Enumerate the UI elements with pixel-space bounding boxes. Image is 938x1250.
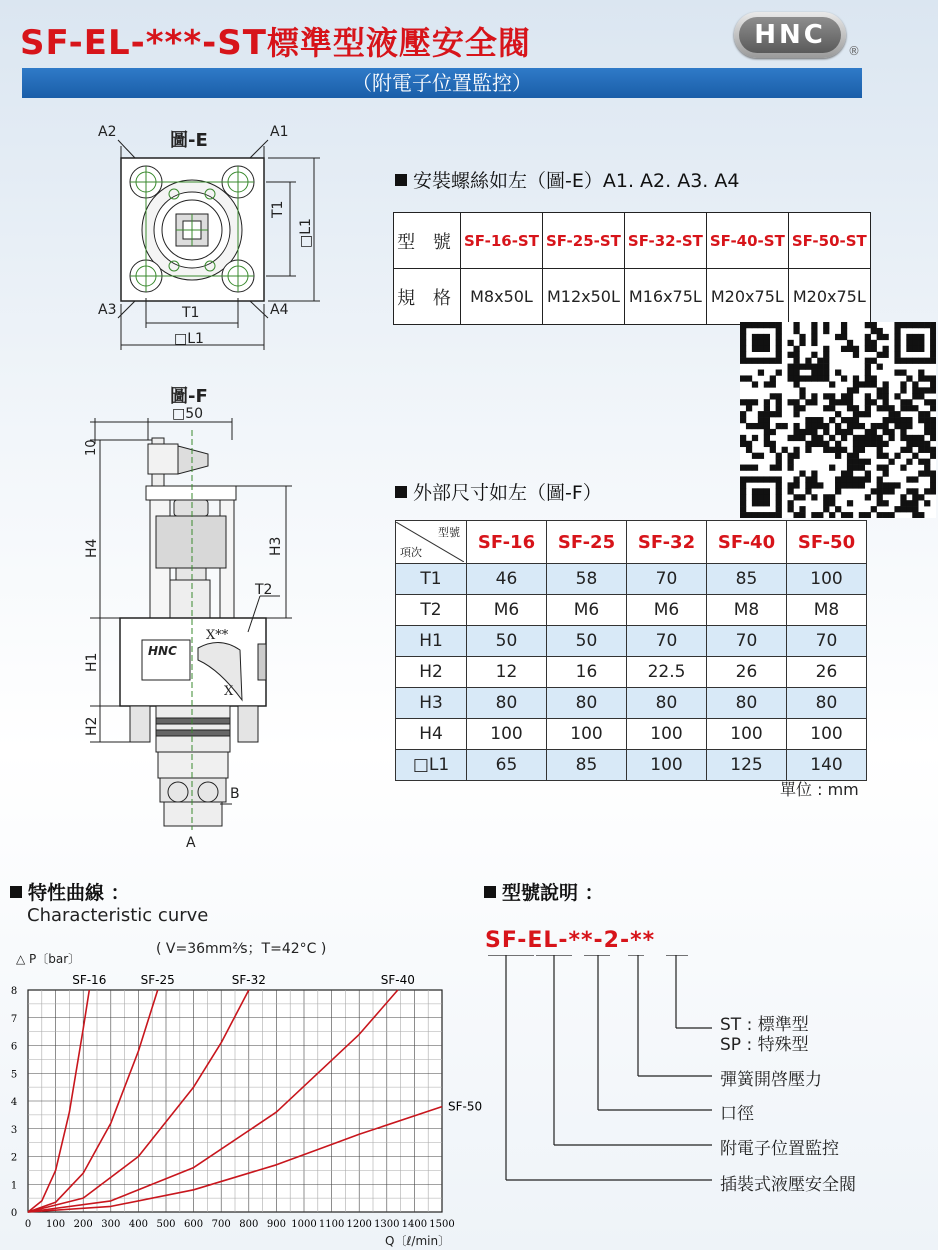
value-cell: 80 [787, 688, 867, 719]
unit-label: 單位 : mm [780, 780, 859, 799]
label-sq50: □50 [172, 406, 204, 422]
corner-top-label: 型號 [438, 526, 460, 539]
logo-text: HNC [739, 17, 841, 53]
value-cell: 70 [707, 626, 787, 657]
value-cell: 100 [467, 719, 547, 750]
spec-cell: M16x75L [624, 269, 706, 325]
value-cell: 26 [787, 657, 867, 688]
table-row [394, 213, 871, 269]
y-tick-label: 8 [10, 986, 18, 997]
label-t1-side: T1 [270, 200, 286, 218]
model-desc-spring: 彈簧開啓壓力 [720, 1070, 822, 1090]
figure-f-title: 圖-F [170, 386, 208, 407]
label-a2: A2 [98, 124, 117, 140]
value-cell: M6 [627, 595, 707, 626]
model-desc-st: ST : 標準型 [720, 1015, 809, 1035]
y-tick-label: 0 [10, 1208, 18, 1219]
row-label: 規 格 [394, 269, 461, 325]
table-header-row [396, 521, 867, 564]
table-row [396, 626, 867, 657]
value-cell: 46 [467, 564, 547, 595]
label-l1-bottom: □L1 [174, 331, 204, 347]
dims-table [395, 520, 867, 781]
dims-heading: 外部尺寸如左（圖-F） [395, 478, 602, 505]
series-label: SF-16 [72, 973, 107, 987]
value-cell: 12 [467, 657, 547, 688]
x-tick-label: 400 [128, 1219, 148, 1230]
value-cell: 50 [467, 626, 547, 657]
series-label: SF-25 [140, 973, 175, 987]
x-tick-label: 700 [211, 1219, 231, 1230]
label-h4: H4 [84, 538, 100, 558]
x-tick-label: 1400 [401, 1219, 428, 1230]
bullet-square-icon [10, 886, 22, 898]
model-cell: SF-32-ST [624, 213, 706, 269]
value-cell: 65 [467, 750, 547, 781]
label-h3: H3 [268, 536, 284, 556]
x-tick-label: 1300 [374, 1219, 400, 1230]
characteristic-chart [0, 960, 500, 1235]
x-axis-label: Q〔ℓ/min〕 [385, 1234, 451, 1248]
table-row [396, 657, 867, 688]
label-t2: T2 [255, 582, 273, 598]
row-label: 型 號 [394, 213, 461, 269]
figure-e-drawing [90, 118, 330, 358]
spec-cell: M20x75L [788, 269, 870, 325]
label-a3: A3 [98, 302, 117, 318]
figure-e-title: 圖-E [170, 130, 208, 151]
model-desc-size: 口徑 [720, 1104, 754, 1124]
row-label: H1 [396, 626, 467, 657]
registered-mark: ® [848, 44, 860, 58]
y-tick-label: 3 [10, 1124, 18, 1136]
curve-heading-en: Characteristic curve [27, 905, 209, 926]
label-brand: HNC [148, 644, 177, 658]
model-header: SF-16 [467, 521, 547, 564]
row-label: □L1 [396, 750, 467, 781]
value-cell: 125 [707, 750, 787, 781]
table-row [394, 269, 871, 325]
model-header: SF-32 [627, 521, 707, 564]
row-label: H3 [396, 688, 467, 719]
value-cell: 100 [627, 750, 707, 781]
corner-cell [396, 521, 467, 564]
row-label: H2 [396, 657, 467, 688]
model-code: SF-EL-**-2-** [485, 928, 656, 953]
install-table [393, 212, 871, 325]
row-label: T2 [396, 595, 467, 626]
label-t1-bottom: T1 [182, 305, 200, 321]
table-row [396, 750, 867, 781]
value-cell: M8 [707, 595, 787, 626]
title-name: 標準型液壓安全閥 [266, 24, 531, 62]
x-tick-label: 0 [24, 1219, 32, 1230]
model-cell: SF-40-ST [706, 213, 788, 269]
y-tick-label: 2 [10, 1152, 18, 1164]
value-cell: 58 [547, 564, 627, 595]
curve-condition: ( V=36mm²⁄s；T=42°C ) [156, 941, 327, 957]
label-b: B [230, 786, 240, 802]
model-cell: SF-16-ST [461, 213, 543, 269]
bullet-square-icon [395, 486, 407, 498]
model-header: SF-25 [547, 521, 627, 564]
value-cell: 100 [627, 719, 707, 750]
label-xstar: X** [206, 628, 229, 643]
model-header: SF-50 [787, 521, 867, 564]
install-heading: 安裝螺絲如左（圖-E）A1. A2. A3. A4 [395, 166, 739, 193]
value-cell: 140 [787, 750, 867, 781]
series-label: SF-40 [380, 973, 415, 987]
value-cell: 26 [707, 657, 787, 688]
label-d10: 10 [84, 439, 99, 456]
y-tick-label: 5 [10, 1069, 18, 1081]
model-desc-electronic: 附電子位置監控 [720, 1139, 839, 1159]
label-l1-side: □L1 [298, 218, 314, 248]
value-cell: 50 [547, 626, 627, 657]
title-code: SF-EL-***-ST [20, 23, 267, 63]
corner-bottom-label: 項次 [400, 546, 422, 559]
x-tick-label: 600 [184, 1219, 204, 1230]
page-title [20, 18, 531, 64]
label-x: X [224, 684, 234, 699]
model-cell: SF-25-ST [542, 213, 624, 269]
series-label: SF-32 [231, 973, 266, 987]
value-cell: M8 [787, 595, 867, 626]
y-tick-label: 7 [10, 1013, 18, 1025]
brand-logo [734, 12, 846, 58]
table-row [396, 688, 867, 719]
bullet-square-icon [395, 174, 407, 186]
y-tick-label: 6 [10, 1041, 18, 1053]
label-a1: A1 [270, 124, 289, 140]
curve-heading: 特性曲線 ： [10, 878, 130, 905]
value-cell: 100 [547, 719, 627, 750]
model-desc-sp: SP : 特殊型 [720, 1035, 809, 1055]
model-heading: 型號說明 ： [484, 878, 604, 905]
value-cell: 22.5 [627, 657, 707, 688]
value-cell: 85 [707, 564, 787, 595]
label-h2: H2 [84, 716, 100, 736]
value-cell: 85 [547, 750, 627, 781]
value-cell: 80 [547, 688, 627, 719]
value-cell: 70 [787, 626, 867, 657]
bullet-square-icon [484, 886, 496, 898]
y-axis-label: △ P〔bar〕 [16, 952, 81, 966]
spec-cell: M8x50L [461, 269, 543, 325]
y-tick-label: 4 [10, 1097, 18, 1108]
value-cell: 100 [787, 719, 867, 750]
value-cell: 100 [787, 564, 867, 595]
label-a4: A4 [270, 302, 289, 318]
model-header: SF-40 [707, 521, 787, 564]
table-row [396, 564, 867, 595]
x-tick-label: 200 [73, 1219, 93, 1230]
spec-cell: M20x75L [706, 269, 788, 325]
value-cell: M6 [467, 595, 547, 626]
row-label: T1 [396, 564, 467, 595]
x-tick-label: 1500 [429, 1219, 455, 1230]
x-tick-label: 1200 [346, 1219, 372, 1230]
value-cell: 100 [707, 719, 787, 750]
label-h1: H1 [84, 652, 100, 672]
series-label: SF-50 [448, 1099, 483, 1114]
x-tick-label: 100 [46, 1219, 66, 1230]
model-code-leaders [480, 955, 720, 1190]
y-tick-label: 1 [10, 1180, 18, 1192]
value-cell: 16 [547, 657, 627, 688]
model-desc-cartridge: 插裝式液壓安全閥 [720, 1175, 856, 1195]
value-cell: 70 [627, 564, 707, 595]
table-row [396, 719, 867, 750]
x-tick-label: 1000 [291, 1219, 317, 1230]
spec-cell: M12x50L [542, 269, 624, 325]
model-cell: SF-50-ST [788, 213, 870, 269]
qr-code[interactable] [740, 322, 936, 518]
value-cell: 80 [627, 688, 707, 719]
value-cell: 80 [707, 688, 787, 719]
subtitle-bar: （附電子位置監控） [22, 68, 862, 98]
value-cell: M6 [547, 595, 627, 626]
table-row [396, 595, 867, 626]
x-tick-label: 900 [266, 1219, 286, 1230]
row-label: H4 [396, 719, 467, 750]
x-tick-label: 1100 [318, 1219, 345, 1230]
value-cell: 80 [467, 688, 547, 719]
label-a: A [186, 835, 196, 851]
x-tick-label: 800 [239, 1219, 259, 1230]
figure-f-drawing [80, 400, 380, 840]
x-tick-label: 300 [101, 1219, 121, 1230]
x-tick-label: 500 [156, 1219, 176, 1230]
value-cell: 70 [627, 626, 707, 657]
